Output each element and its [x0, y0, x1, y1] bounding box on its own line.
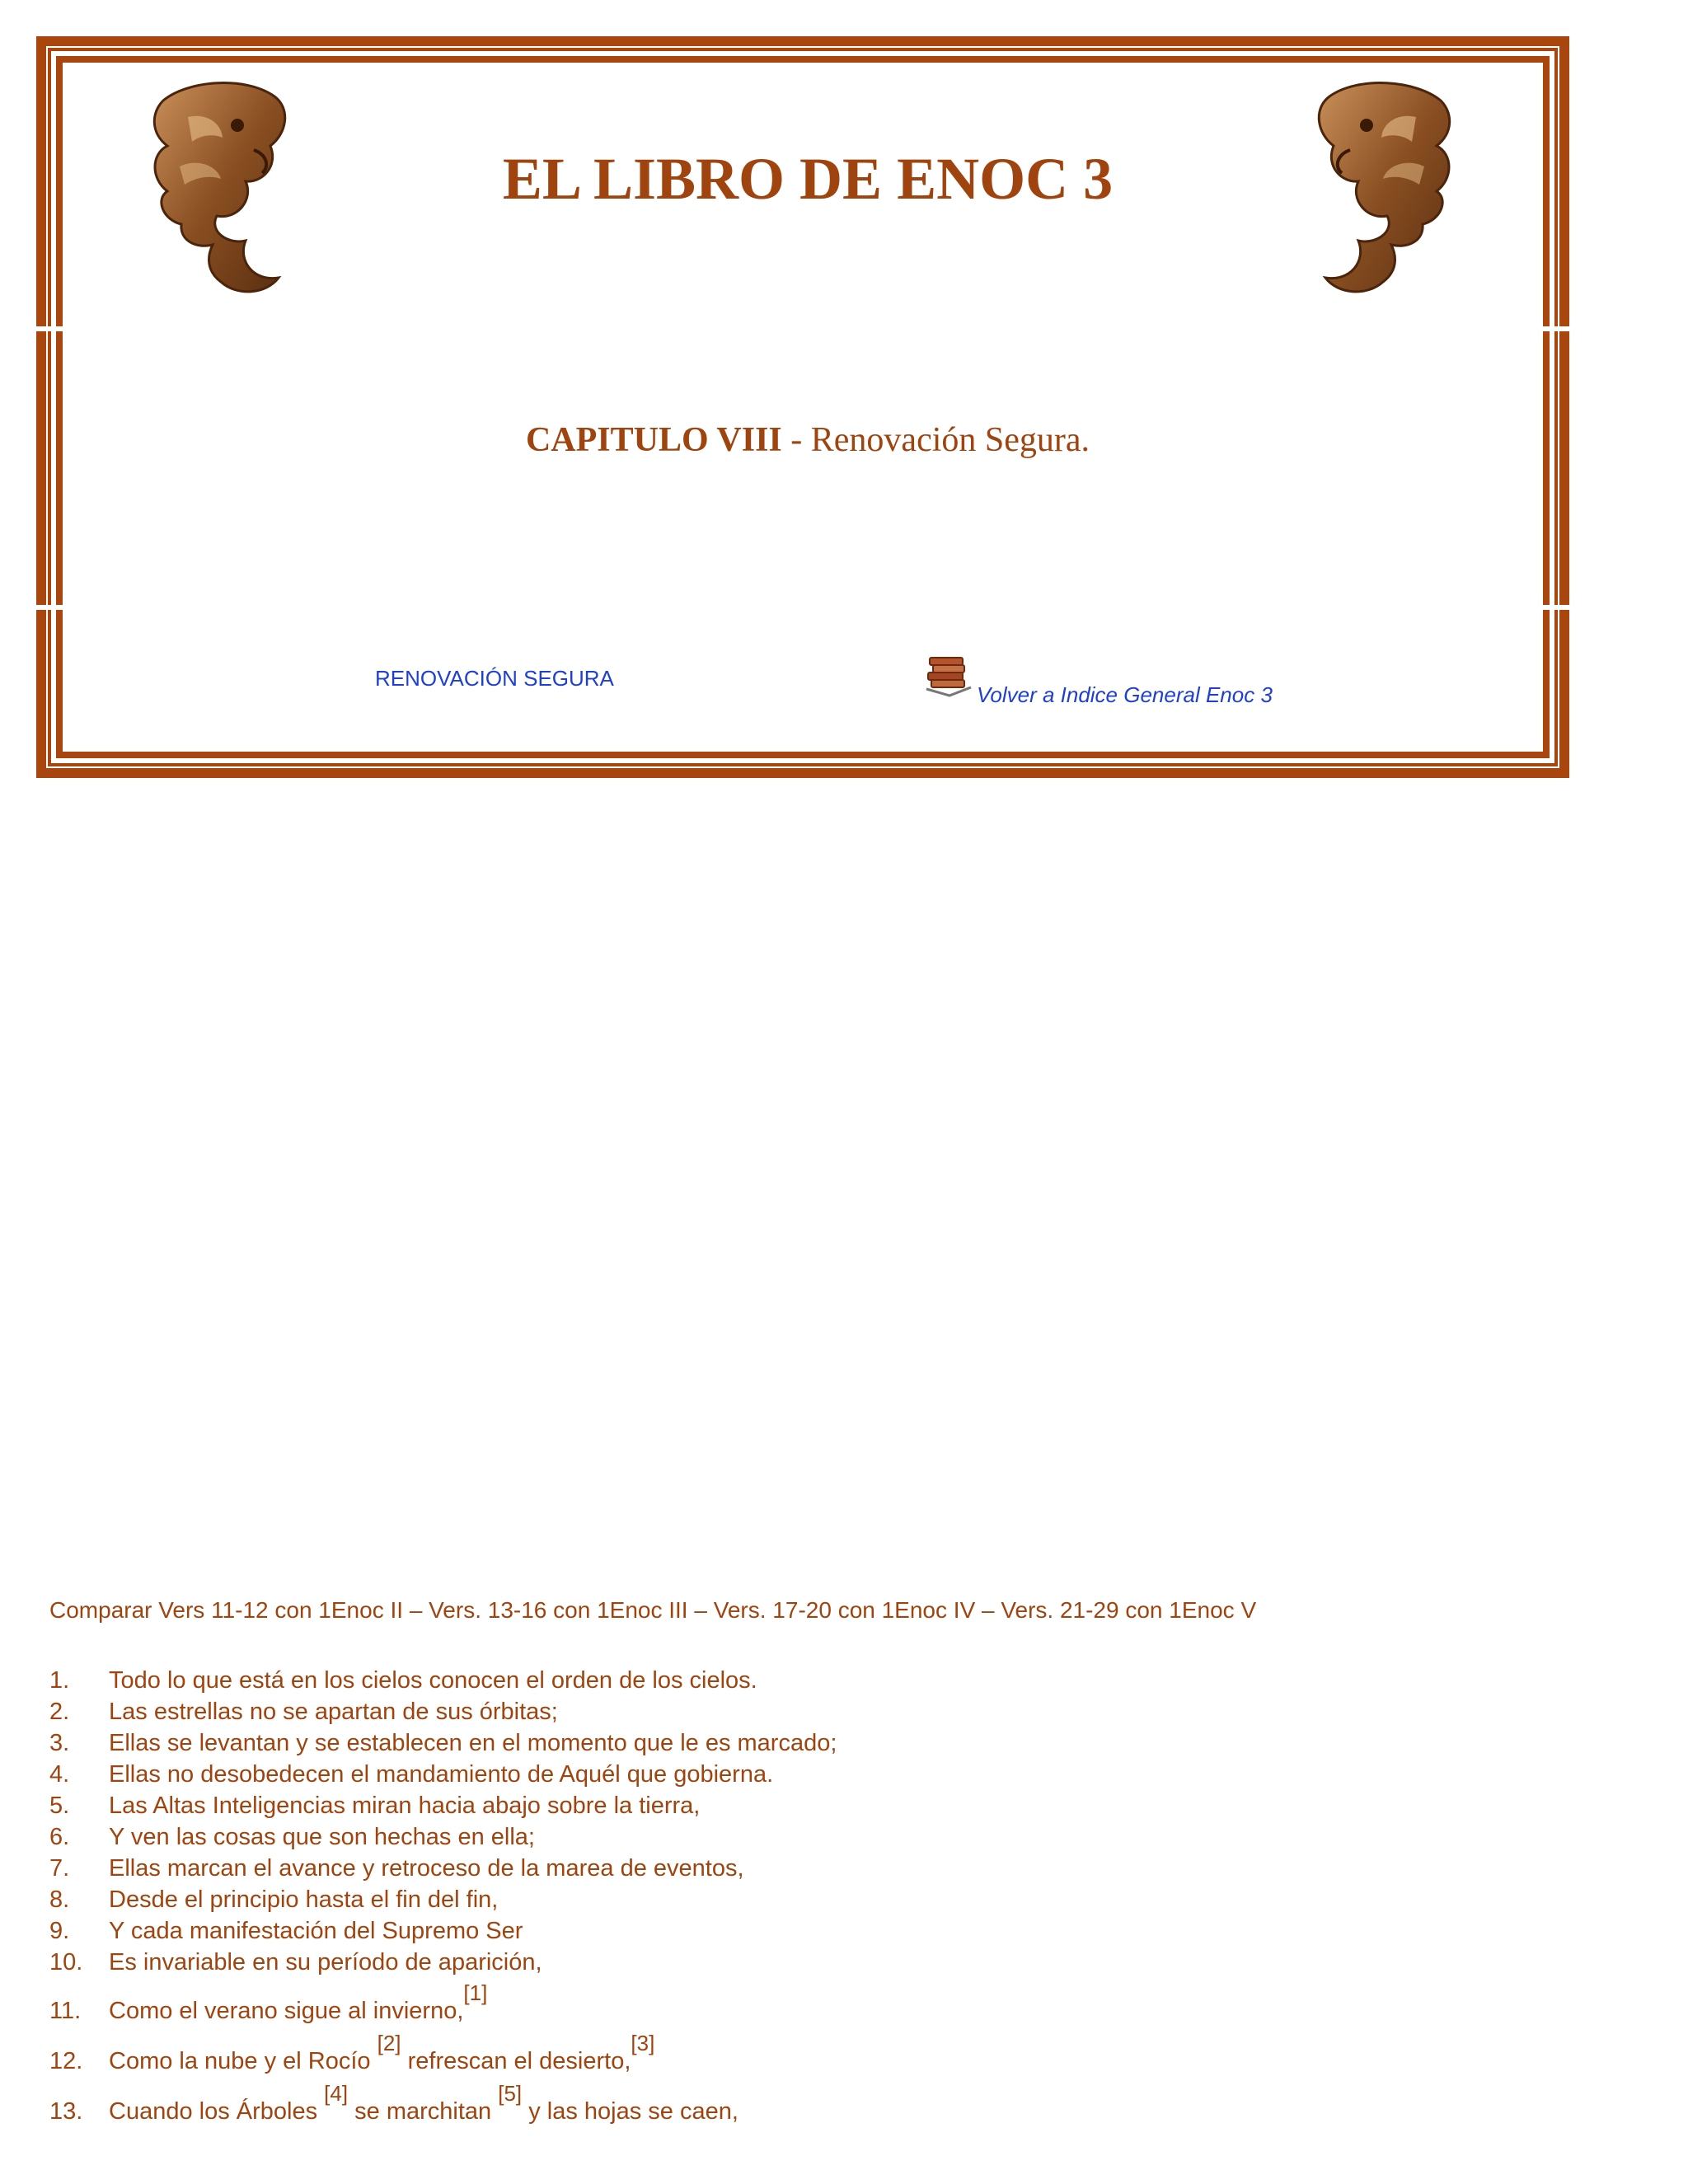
verse-number: 11.: [49, 1998, 82, 2024]
verse-text: Desde el principio hasta el fin del fin,: [109, 1886, 499, 1913]
verse-number: 3.: [49, 1730, 70, 1756]
verse-number: 9.: [49, 1918, 70, 1944]
verse-item: [49, 1884, 837, 1915]
frame-rule-top: [48, 48, 1558, 51]
verse-item: [49, 1696, 837, 1727]
verse-text: Y cada manifestación del Supremo Ser: [109, 1918, 523, 1944]
verse-number: 13.: [49, 2098, 83, 2125]
footnote-ref[interactable]: [4]: [324, 2081, 349, 2106]
verse-number: 2.: [49, 1699, 70, 1725]
volver-indice-link[interactable]: Volver a Indice General Enoc 3: [977, 682, 1273, 707]
footnote-ref[interactable]: [2]: [377, 2031, 401, 2055]
verse-item: [49, 1727, 837, 1759]
verse-text: Ellas se levantan y se establecen en el momento que le es marcado;: [109, 1730, 837, 1756]
verse-text: y las hojas se caen,: [522, 2098, 738, 2125]
frame-gap: [1540, 326, 1573, 331]
verse-text: Cuando los Árboles: [109, 2098, 325, 2125]
chapter-separator: -: [781, 421, 811, 459]
verse-number: 8.: [49, 1886, 70, 1913]
verse-item: [49, 1821, 837, 1853]
frame-gap: [33, 605, 66, 610]
footnote-ref[interactable]: [5]: [498, 2081, 523, 2106]
verse-item: [49, 1978, 837, 2028]
verse-list: [49, 1665, 837, 2129]
page-title: EL LIBRO DE ENOC 3: [502, 146, 1114, 212]
frame-rule-bottom: [48, 763, 1558, 766]
verse-number: 12.: [49, 2048, 83, 2074]
verse-text: refrescan el desierto,: [401, 2048, 631, 2074]
frame-gap: [1540, 605, 1573, 610]
verse-text: Y ven las cosas que son hechas en ella;: [109, 1824, 535, 1850]
verse-item: [49, 1853, 837, 1884]
verse-text: Ellas no desobedecen el mandamiento de Aquél que gobierna.: [109, 1761, 774, 1788]
chapter-heading: [0, 420, 1615, 460]
verse-number: 4.: [49, 1761, 70, 1788]
footnote-ref[interactable]: [1]: [463, 1980, 488, 2005]
verse-item: [49, 2079, 837, 2129]
books-icon[interactable]: [925, 651, 973, 699]
verse-text: Ellas marcan el avance y retroceso de la marea de eventos,: [109, 1855, 744, 1882]
verse-text: Es invariable en su período de aparición,: [109, 1949, 542, 1975]
verse-number: 1.: [49, 1667, 70, 1694]
verse-text: Las estrellas no se apartan de sus órbitas;: [109, 1699, 558, 1725]
verse-text: Todo lo que está en los cielos conocen el orden de los cielos.: [109, 1667, 757, 1694]
compare-note: Comparar Vers 11-12 con 1Enoc II – Vers. 13-16 con 1Enoc III – Vers. 17-20 con 1Enoc IV – Vers. 21-29 con 1Enoc V: [49, 1597, 1257, 1623]
chapter-label: CAPITULO VIII: [525, 421, 782, 459]
verse-text: Como la nube y el Rocío: [109, 2048, 377, 2074]
verse-text: se marchitan: [348, 2098, 499, 2125]
chapter-subtitle: Renovación Segura.: [810, 421, 1090, 459]
frame-gap: [33, 326, 66, 331]
renovacion-segura-link[interactable]: RENOVACIÓN SEGURA: [375, 666, 614, 691]
footnote-ref[interactable]: [3]: [631, 2031, 655, 2055]
verse-text: Como el verano sigue al invierno,: [109, 1998, 464, 2024]
verse-number: 5.: [49, 1793, 70, 1819]
verse-item: [49, 1915, 837, 1947]
verse-number: 6.: [49, 1824, 70, 1850]
verse-number: 7.: [49, 1855, 70, 1882]
verse-item: [49, 1759, 837, 1790]
verse-item: [49, 1665, 837, 1696]
verse-item: [49, 1947, 837, 1978]
verse-number: 10.: [49, 1949, 83, 1975]
verse-item: [49, 1790, 837, 1821]
verse-text: Las Altas Inteligencias miran hacia abajo sobre la tierra,: [109, 1793, 701, 1819]
verse-item: [49, 2028, 837, 2079]
